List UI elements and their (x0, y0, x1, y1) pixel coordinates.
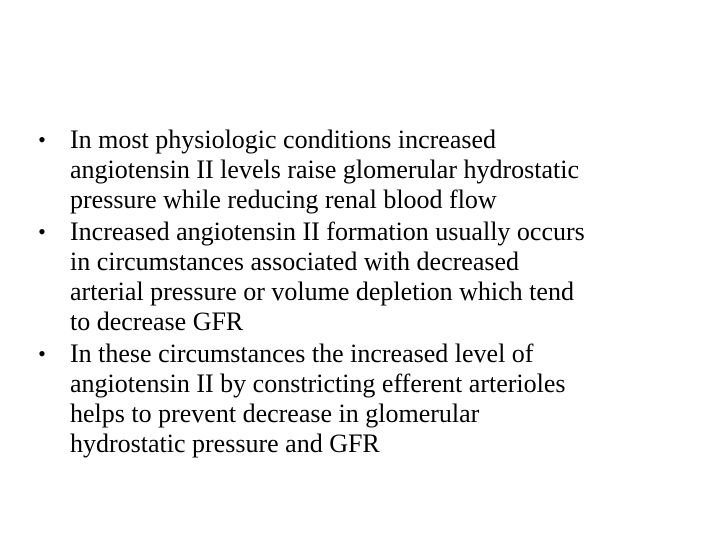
bullet-list (28, 125, 708, 461)
bullet-1-line-3: pressure while reducing renal blood flow (70, 185, 497, 214)
bullet-1-line-1: In most physiologic conditions increased (70, 125, 497, 154)
bullet-3-line-3: helps to prevent decrease in glomerular (70, 399, 480, 428)
bullet-2-line-3: arterial pressure or volume depletion which tend (70, 277, 574, 306)
bullet-item-2 (28, 217, 708, 337)
bullet-3-line-1: In these circumstances the increased level of (70, 339, 534, 368)
bullet-2-line-4: to decrease GFR (70, 307, 244, 336)
bullet-dot-icon: • (38, 341, 46, 366)
bullet-dot-icon: • (38, 219, 46, 244)
bullet-item-3 (28, 339, 708, 459)
bullet-1-line-2: angiotensin II levels raise glomerular hydrostatic (70, 155, 580, 184)
bullet-3-line-4: hydrostatic pressure and GFR (70, 429, 380, 458)
bullet-item-1 (28, 125, 708, 215)
bullet-dot-icon: • (38, 127, 46, 152)
bullet-3-line-2: angiotensin II by constricting efferent arterioles (70, 369, 566, 398)
bullet-2-line-2: in circumstances associated with decreased (70, 247, 520, 276)
bullet-2-line-1: Increased angiotensin II formation usually occurs (70, 217, 585, 246)
